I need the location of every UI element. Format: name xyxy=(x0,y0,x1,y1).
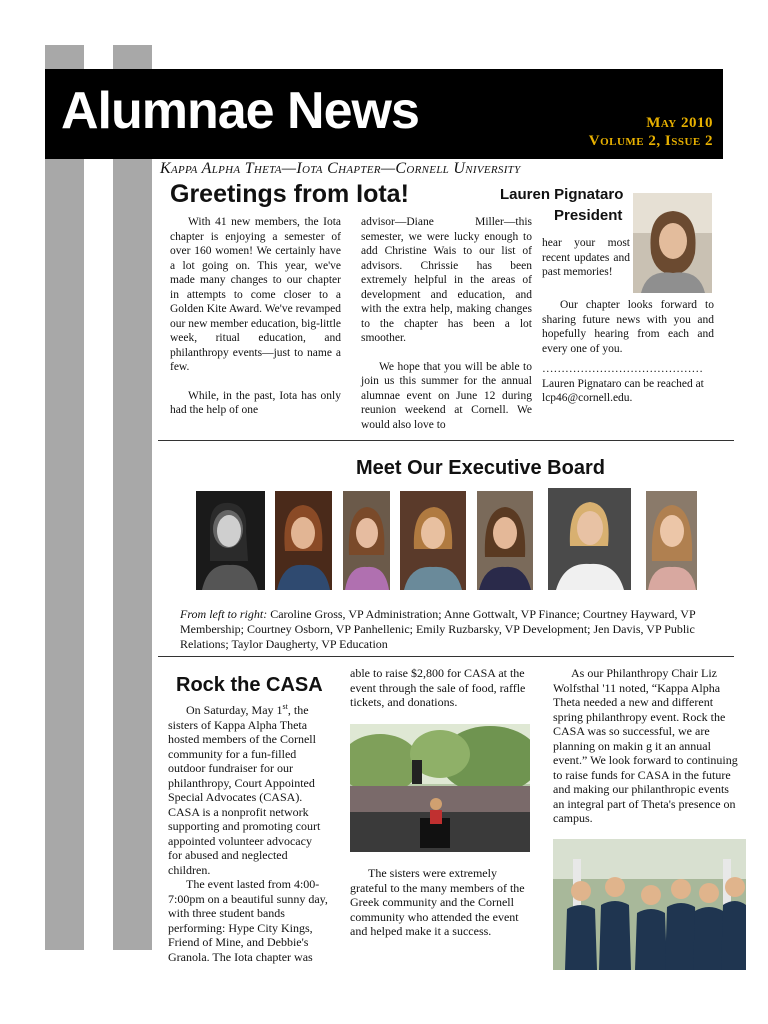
casa-paragraph: The sisters were extremely grateful to the many members of the Greek community and the Cornell community who attended the event and helped make it a success. xyxy=(350,866,525,938)
board-caption xyxy=(180,607,728,652)
board-photo xyxy=(275,491,332,590)
casa-column-1 xyxy=(168,700,328,964)
greetings-paragraph: With 41 new members, the Iota chapter is enjoying a semester of over 160 women! We certainly have a lot going on. This year, we've made many changes to our chapter in attempts to come closer to a Golden Kite Award. We've revamped our new member education, big-little week, ritual education, and philanthropy events—just to name a few. xyxy=(170,216,341,373)
greetings-column-3 xyxy=(542,298,714,406)
greetings-column-3-top xyxy=(542,236,630,280)
board-photo xyxy=(400,491,466,590)
greetings-column-2 xyxy=(361,215,532,432)
casa-column-2-bottom xyxy=(350,866,530,939)
board-photo xyxy=(646,491,697,590)
issue-volume: Volume 2, Issue 2 xyxy=(588,133,713,149)
casa-paragraph: The event lasted from 4:00-7:00pm on a beautiful sunny day, with three student bands performing: Hype City Kings, Friend of Mine, and Debbie's Granola. The Iota chapter was xyxy=(168,877,328,964)
concert-photo xyxy=(350,724,530,852)
section-divider xyxy=(158,440,734,441)
greetings-paragraph: Our chapter looks forward to sharing future news with you and hopefully hearing from each and every one of you. xyxy=(542,299,714,355)
sisters-photo xyxy=(553,839,746,970)
casa-paragraph: As our Philanthropy Chair Liz Wolfsthal '11 noted, “Kappa Alpha Theta needed a new and different spring philanthropy event. Rock the CASA was so successful, we are planning on makin g it an annual event.” We look forward to continuing to raise funds for CASA in the future and making our philanthropic events an integral part of Theta's presence on campus. xyxy=(553,666,738,825)
board-photo xyxy=(343,491,390,590)
greetings-paragraph: While, in the past, Iota has only had the help of one xyxy=(170,389,341,416)
contact-line: Lauren Pignataro can be reached at lcp46@cornell.edu. xyxy=(542,377,704,404)
board-heading: Meet Our Executive Board xyxy=(356,457,605,479)
greetings-paragraph: advisor—Diane Miller—this semester, we were lucky enough to add Christine Wais to our list of advisors. Chrissie has been extremely helpful in the areas of development and education, and with the extra help, making changes to the chapter has been a lot smoother. xyxy=(361,216,532,344)
issue-date: May 2010 xyxy=(646,115,713,131)
board-photo xyxy=(548,488,631,590)
casa-column-3 xyxy=(553,666,743,826)
board-photo xyxy=(477,491,533,590)
author-title: President xyxy=(554,207,623,224)
casa-paragraph: able to raise $2,800 for CASA at the event through the sale of food, raffle tickets, and donations. xyxy=(350,666,526,709)
dotted-separator: …………………………………… xyxy=(542,363,703,375)
section-divider xyxy=(158,656,734,657)
caption-names: Caroline Gross, VP Administration; Anne Gottwalt, VP Finance; Courtney Hayward, VP Membership; Courtney Osborn, VP Panhellenic; Emily Ruzbarsky, VP Development; Jen Davis, VP Public Relations; Taylor Daugherty, VP Education xyxy=(180,607,696,651)
author-name: Lauren Pignataro xyxy=(500,186,624,203)
greetings-paragraph: We hope that you will be able to join us this summer for the annual alumnae event on June 12 during reunion weekend at Cornell. We would also love to xyxy=(361,360,532,431)
president-photo xyxy=(633,193,712,293)
masthead-banner xyxy=(45,69,723,159)
casa-paragraph: On Saturday, May 1st, the sisters of Kappa Alpha Theta hosted members of the Cornell community for a fun-filled outdoor fundraiser for our philanthropy, Court Appointed Special Advocates (CASA). CASA is a nonprofit network supporting and promoting court appointed volunteer advocacy for abused and neglected children. xyxy=(168,702,321,877)
side-bar-right xyxy=(113,45,152,950)
board-photo xyxy=(196,491,265,590)
greetings-column-1 xyxy=(170,215,341,418)
casa-heading: Rock the CASA xyxy=(176,674,323,696)
newsletter-title: Alumnae News xyxy=(61,82,419,140)
casa-column-2 xyxy=(350,666,530,710)
caption-lead: From left to right: xyxy=(180,607,268,621)
side-bar-left xyxy=(45,45,84,950)
chapter-line: Kappa Alpha Theta—Iota Chapter—Cornell University xyxy=(160,160,521,177)
greetings-paragraph: hear your most recent updates and past memories! xyxy=(542,237,630,278)
greetings-heading: Greetings from Iota! xyxy=(170,180,409,208)
